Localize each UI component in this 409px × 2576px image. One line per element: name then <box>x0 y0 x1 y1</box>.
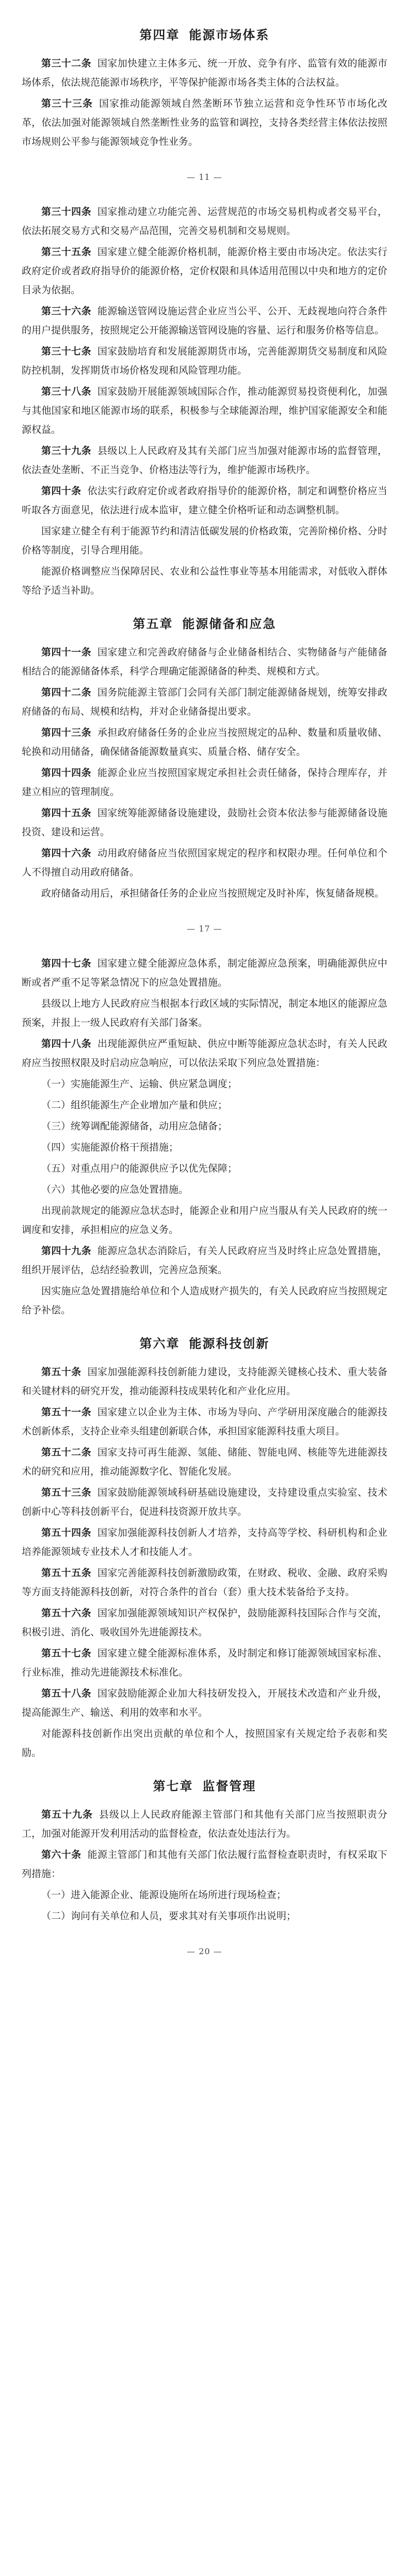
article-paragraph <box>22 1363 387 1401</box>
article-number: 第四十八条 <box>41 1038 91 1049</box>
article-number: 第五十九条 <box>41 1809 93 1820</box>
article-continuation: 能源价格调整应当保障居民、农业和公益性事业等基本用能需求，对低收入群体等给予适当补助。 <box>22 566 387 596</box>
chapter-name: 能源储备和应急 <box>182 616 276 631</box>
article-paragraph <box>22 1644 387 1682</box>
article-number: 第三十五条 <box>41 246 91 258</box>
list-item: （二）组织能源生产企业增加产量和供应； <box>41 1099 228 1111</box>
chapter-title <box>22 614 387 632</box>
article-paragraph <box>22 1242 387 1280</box>
article-text: 能源应急状态消除后，有关人民政府应当及时终止应急处置措施，组织开展评估，总结经验教训，完善应急预案。 <box>22 1245 387 1276</box>
article-number: 第三十四条 <box>41 206 91 217</box>
article-paragraph <box>22 342 387 380</box>
article-number: 第五十条 <box>41 1366 81 1378</box>
article-continuation: 因实施应急处置措施给单位和个人造成财产损失的，有关人民政府应当按照规定给予补偿。 <box>22 1285 387 1316</box>
article-paragraph <box>22 723 387 761</box>
article-text: 国家建立以企业为主体、市场为导向、产学研用深度融合的能源技术创新体系，支持企业牵头组建创新联合体，承担国家能源科技重大项目。 <box>22 1406 387 1437</box>
article-paragraph <box>22 844 387 882</box>
article-paragraph <box>22 764 387 802</box>
article-paragraph <box>22 202 387 241</box>
article-number: 第五十八条 <box>41 1688 91 1699</box>
article-number: 第四十七条 <box>41 958 91 969</box>
page-number: — 17 — <box>187 924 222 934</box>
article-paragraph <box>22 1403 387 1441</box>
article-number: 第四十四条 <box>41 767 91 778</box>
article-paragraph <box>22 243 387 300</box>
article-number: 第三十三条 <box>41 98 93 109</box>
article-number: 第五十六条 <box>41 1607 91 1619</box>
chapter-name: 监督管理 <box>202 1778 256 1793</box>
article-number: 第五十五条 <box>41 1567 91 1579</box>
chapter-title <box>22 1333 387 1351</box>
article-paragraph <box>22 1564 387 1602</box>
list-item: （二）询问有关单位和人员，要求其对有关事项作出说明； <box>41 1910 297 1922</box>
article-paragraph <box>22 1845 387 1884</box>
article-paragraph <box>22 804 387 842</box>
article-continuation: 对能源科技创新作出突出贡献的单位和个人，按照国家有关规定给予表彰和奖励。 <box>22 1728 387 1758</box>
chapter-title <box>22 25 387 43</box>
article-number: 第三十六条 <box>41 306 91 317</box>
chapter-number: 第五章 <box>133 616 173 631</box>
chapter-number: 第四章 <box>139 27 180 42</box>
article-number: 第四十条 <box>41 485 81 497</box>
article-text: 出现能源供应严重短缺、供应中断等能源应急状态时，有关人民政府应当按照权限及时启动应急响应，可以依法采取下列应急处置措施： <box>22 1038 387 1069</box>
article-text: 能源企业应当按照国家规定承担社会责任储备，保持合理库存，并建立相应的管理制度。 <box>22 767 387 798</box>
article-paragraph <box>22 1443 387 1481</box>
article-number: 第三十八条 <box>41 386 91 397</box>
article-paragraph <box>22 1604 387 1642</box>
article-number: 第五十二条 <box>41 1447 91 1458</box>
article-number: 第五十一条 <box>41 1406 91 1418</box>
article-text: 国家加快建立主体多元、统一开放、竞争有序、监管有效的能源市场体系，依法规范能源市场秩序，平等保护能源市场各类主体的合法权益。 <box>22 58 387 88</box>
article-text: 国家推动能源领域自然垄断环节独立运营和竞争性环节市场化改革，依法加强对能源领域自然垄断性业务的监管和调控，支持各类经营主体依法按照市场规则公平参与能源领域竞争性业务。 <box>22 98 387 147</box>
article-paragraph <box>22 1684 387 1722</box>
article-continuation: 政府储备动用后，承担储备任务的企业应当按照规定及时补库，恢复储备规模。 <box>41 888 385 899</box>
page-number: — 20 — <box>187 1946 222 1956</box>
article-number: 第四十二条 <box>41 687 91 698</box>
article-paragraph <box>22 1483 387 1521</box>
chapter-number: 第七章 <box>153 1778 193 1793</box>
article-text: 国家鼓励能源企业加大科技研发投入，开展技术改造和产业升级，提高能源生产、输送、利用的效率和水平。 <box>22 1688 387 1718</box>
article-paragraph <box>22 54 387 92</box>
chapter-number: 第六章 <box>139 1336 180 1351</box>
article-paragraph <box>22 442 387 480</box>
article-text: 国务院能源主管部门会同有关部门制定能源储备规划，统筹安排政府储备的布局、规模和结构，并对企业储备提出要求。 <box>22 687 387 717</box>
list-item: （六）其他必要的应急处置措施。 <box>41 1184 189 1195</box>
article-number: 第四十五条 <box>41 807 91 819</box>
article-text: 县级以上人民政府及其有关部门应当加强对能源市场的监督管理，依法查处垄断、不正当竞争、价格违法等行为，维护能源市场秩序。 <box>22 445 387 476</box>
article-paragraph <box>22 683 387 721</box>
article-text: 国家加强能源领域知识产权保护，鼓励能源科技国际合作与交流，积极引进、消化、吸收国外先进能源技术。 <box>22 1607 387 1638</box>
article-number: 第三十九条 <box>41 445 91 456</box>
article-paragraph <box>22 382 387 439</box>
article-paragraph <box>22 643 387 681</box>
article-text: 县级以上人民政府能源主管部门和其他有关部门应当按照职责分工，加强对能源开发利用活动的监督检查，依法查处违法行为。 <box>22 1809 387 1839</box>
article-continuation: 出现前款规定的能源应急状态时，能源企业和用户应当服从有关人民政府的统一调度和安排，承担相应的应急义务。 <box>22 1205 387 1235</box>
article-paragraph <box>22 94 387 151</box>
article-text: 国家鼓励培育和发展能源期货市场，完善能源期货交易制度和风险防控机制，发挥期货市场价格发现和风险管理功能。 <box>22 346 387 376</box>
article-number: 第四十一条 <box>41 647 91 658</box>
article-number: 第四十九条 <box>41 1245 91 1257</box>
article-text: 动用政府储备应当依照国家规定的程序和权限办理。任何单位和个人不得擅自动用政府储备。 <box>22 848 387 878</box>
list-item: （三）统筹调配能源储备，动用应急储备； <box>41 1121 228 1132</box>
article-text: 能源主管部门和其他有关部门依法履行监督检查职责时，有权采取下列措施： <box>22 1849 387 1879</box>
page-number: — 11 — <box>187 172 222 182</box>
article-text: 承担政府储备任务的企业应当按照规定的品种、数量和质量收储、轮换和动用储备，确保储备能源数量真实、质量合格、储存安全。 <box>22 727 387 757</box>
chapter-name: 能源市场体系 <box>189 27 270 42</box>
article-paragraph <box>22 954 387 992</box>
list-item: （五）对重点用户的能源供应予以优先保障； <box>41 1163 238 1174</box>
article-number: 第三十二条 <box>41 58 91 69</box>
article-text: 国家建立和完善政府储备与企业储备相结合、实物储备与产能储备相结合的能源储备体系，科学合理确定能源储备的种类、规模和方式。 <box>22 647 387 677</box>
article-number: 第五十三条 <box>41 1487 91 1498</box>
list-item: （四）实施能源价格干预措施； <box>41 1142 179 1153</box>
article-text: 国家加强能源科技创新人才培养，支持高等学校、科研机构和企业培养能源领域专业技术人才和技能人才。 <box>22 1527 387 1557</box>
chapter-name: 能源科技创新 <box>189 1336 270 1351</box>
article-text: 国家支持可再生能源、氢能、储能、智能电网、核能等先进能源技术的研究和应用，推动能源数字化、智能化发展。 <box>22 1447 387 1477</box>
article-number: 第四十六条 <box>41 848 91 859</box>
article-paragraph <box>22 1805 387 1843</box>
article-text: 国家鼓励开展能源领域国际合作，推动能源贸易投资便利化，加强与其他国家和地区能源市场的联系，积极参与全球能源治理，维护国家能源安全和能源权益。 <box>22 386 387 435</box>
list-item: （一）实施能源生产、运输、供应紧急调度； <box>41 1078 238 1090</box>
list-item: （一）进入能源企业、能源设施所在场所进行现场检查； <box>41 1889 287 1901</box>
article-number: 第五十七条 <box>41 1648 91 1659</box>
chapter-title <box>22 1776 387 1794</box>
article-text: 国家加强能源科技创新能力建设，支持能源关键核心技术、重大装备和关键材料的研究开发，推动能源科技成果转化和产业化应用。 <box>22 1366 387 1397</box>
article-paragraph <box>22 1035 387 1073</box>
article-continuation: 县级以上地方人民政府应当根据本行政区域的实际情况，制定本地区的能源应急预案，并报上一级人民政府有关部门备案。 <box>22 998 387 1028</box>
article-text: 国家鼓励能源领域科研基础设施建设，支持建设重点实验室、技术创新中心等科技创新平台，促进科技资源开放共享。 <box>22 1487 387 1517</box>
article-paragraph <box>22 1523 387 1562</box>
article-continuation: 国家建立健全有利于能源节约和清洁低碳发展的价格政策，完善阶梯价格、分时价格等制度，引导合理用能。 <box>22 526 387 556</box>
article-number: 第六十条 <box>41 1849 81 1860</box>
article-number: 第四十三条 <box>41 727 91 738</box>
article-paragraph <box>22 482 387 520</box>
article-text: 能源输送管网设施运营企业应当公平、公开、无歧视地向符合条件的用户提供服务，按照规定公开能源输送管网设施的容量、运行和服务价格等信息。 <box>22 306 387 336</box>
article-number: 第五十四条 <box>41 1527 91 1538</box>
article-number: 第三十七条 <box>41 346 91 357</box>
article-paragraph <box>22 302 387 340</box>
article-text: 国家建立健全能源价格机制，能源价格主要由市场决定。依法实行政府定价或者政府指导价的能源价格，定价权限和具体适用范围以中央和地方的定价目录为依据。 <box>22 246 387 296</box>
article-text: 国家建立健全能源应急体系，制定能源应急预案，明确能源供应中断或者严重不足等紧急情况下的应急处置措施。 <box>22 958 387 988</box>
article-text: 国家统筹能源储备设施建设，鼓励社会资本依法参与能源储备设施投资、建设和运营。 <box>22 807 387 838</box>
article-text: 国家推动建立功能完善、运营规范的市场交易机构或者交易平台，依法拓展交易方式和交易产品范围，完善交易机制和交易规则。 <box>22 206 387 236</box>
article-text: 国家完善能源科技创新激励政策，在财政、税收、金融、政府采购等方面支持能源科技创新，对符合条件的首台（套）重大技术装备给予支持。 <box>22 1567 387 1598</box>
article-text: 依法实行政府定价或者政府指导价的能源价格，制定和调整价格应当听取各方面意见，依法进行成本监审，建立健全价格听证和动态调整机制。 <box>22 485 387 516</box>
article-text: 国家建立健全能源标准体系，及时制定和修订能源领域国家标准、行业标准，推动先进能源技术标准化。 <box>22 1648 387 1678</box>
